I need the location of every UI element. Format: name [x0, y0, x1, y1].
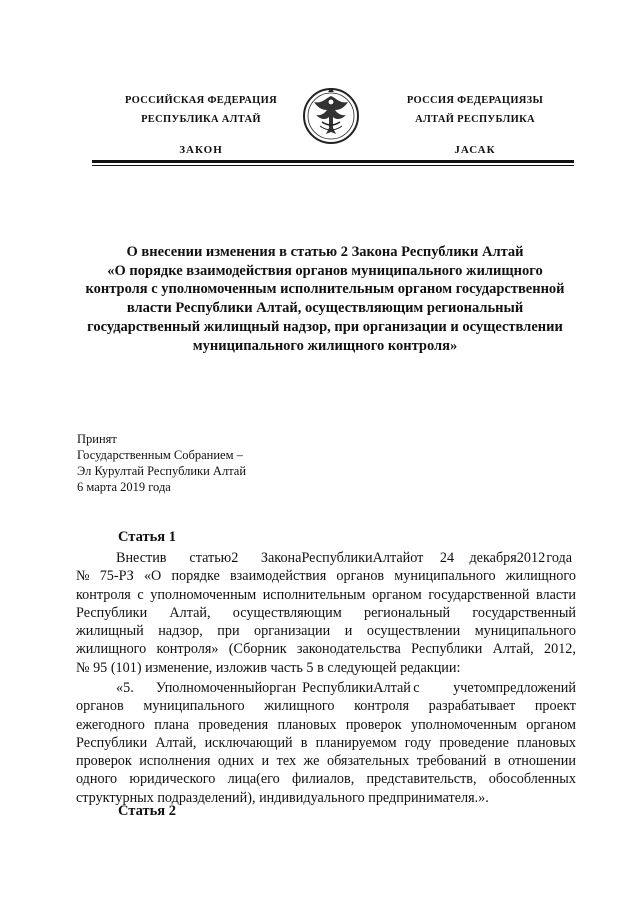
word: представительств, [366, 771, 477, 788]
word: в [493, 753, 501, 770]
word: контроля [76, 586, 131, 603]
paragraph-line [76, 716, 576, 734]
word: муниципального [474, 623, 576, 640]
word: Республики [411, 641, 483, 658]
word: организации [254, 623, 331, 640]
word: № [76, 568, 90, 585]
word: проверок [76, 753, 132, 770]
word: муниципального [143, 698, 245, 715]
word: от [410, 550, 424, 566]
word: жилищного [76, 641, 147, 658]
header-left-block [106, 91, 296, 160]
word: с [413, 680, 420, 696]
title-line: муниципального жилищного контроля» [192, 337, 458, 354]
word: власти [536, 586, 576, 603]
word: органом [372, 586, 422, 603]
word: Республики [302, 680, 374, 696]
word: при [217, 623, 240, 640]
adoption-line: Государственным Собранием – [77, 448, 243, 462]
word: предложений [495, 680, 576, 696]
paragraph-line-text [116, 679, 576, 697]
word: проведение [439, 734, 509, 751]
header-right-block [375, 91, 575, 160]
word: осуществляющим [232, 604, 342, 621]
header-divider-thin [92, 165, 574, 166]
word: Алтай, [169, 604, 211, 621]
word: проведения [198, 716, 269, 733]
header-right-country: РОССИЯ ФЕДЕРАЦИЯЗЫ [406, 95, 544, 106]
word: ежегодного [76, 716, 145, 733]
word: орган [262, 680, 297, 696]
header-right-republic: АЛТАЙ РЕСПУБЛИКА [415, 114, 535, 125]
paragraph-line: структурных подразделений), индивидуального предпринимателя.». [76, 789, 489, 806]
word: в [300, 734, 308, 751]
adoption-line: Принят [77, 432, 117, 446]
word: тех [276, 753, 297, 770]
coat-of-arms-emblem-icon [300, 82, 362, 148]
word: «О [143, 568, 162, 585]
word: и [261, 753, 270, 770]
header-left-doc-type: ЗАКОН [179, 144, 223, 156]
word: взаимодействия [229, 568, 327, 585]
word: региональный [363, 604, 451, 621]
header-left-country: РОССИЙСКАЯ ФЕДЕРАЦИЯ [125, 95, 277, 106]
paragraph-line [76, 604, 576, 622]
word: надзор, [158, 623, 203, 640]
word: исполнительным [262, 586, 366, 603]
paragraph-line [76, 567, 576, 585]
word: проверок [345, 716, 402, 733]
word: года [546, 550, 573, 566]
title-line: «О порядке взаимодействия органов муниципального жилищного [107, 262, 543, 279]
word: жилищного [264, 698, 335, 715]
word: году [404, 734, 432, 751]
word: порядке [171, 568, 220, 585]
word: Республики [301, 550, 373, 566]
word: (Сборник [228, 641, 287, 658]
word: требований [416, 753, 487, 770]
word: обособленных [488, 771, 576, 788]
word: «5. [116, 680, 134, 696]
word: учетом [453, 680, 496, 696]
word: плановых [277, 716, 337, 733]
paragraph-line [76, 697, 576, 715]
header-divider-thick [92, 160, 574, 163]
article-2-heading: Статья 2 [118, 803, 176, 819]
word: органом [526, 716, 576, 733]
word: одного [76, 771, 118, 788]
word: исполнения [139, 753, 211, 770]
header-left-republic: РЕСПУБЛИКА АЛТАЙ [141, 114, 261, 125]
word: проект [534, 698, 576, 715]
word: Республики [76, 604, 148, 621]
title-line: контроля с уполномоченным исполнительным органом государственной [85, 281, 565, 298]
word: Алтай [372, 550, 411, 566]
word: статью [189, 550, 232, 566]
word: лица(его [227, 771, 280, 788]
word: муниципального [394, 568, 496, 585]
word: в [159, 550, 167, 566]
title-line: государственный жилищный надзор, при организации и осуществлении [87, 318, 563, 335]
paragraph-line [76, 640, 576, 658]
paragraph-line [76, 586, 576, 604]
word: и [344, 623, 353, 640]
word: обязательных [326, 753, 410, 770]
title-line: О внесении изменения в статью 2 Закона Республики Алтай [126, 244, 524, 260]
word: контроля» [156, 641, 219, 658]
word: контроля [354, 698, 409, 715]
word: плановых [517, 734, 576, 751]
paragraph-line-text [116, 549, 576, 567]
word: 24 [439, 550, 455, 566]
word: с [137, 586, 144, 603]
word: уполномоченным [150, 586, 257, 603]
paragraph-line: № 95 (101) изменение, изложив часть 5 в следующей редакции: [76, 659, 461, 676]
word: государственный [472, 604, 576, 621]
article-1-heading: Статья 1 [118, 529, 176, 545]
article-1-paragraph-1 [76, 549, 576, 677]
word: 75-РЗ [99, 568, 134, 585]
word: Закона [260, 550, 302, 566]
paragraph-line [76, 734, 576, 752]
adoption-block [77, 431, 246, 495]
word: отношении [508, 753, 576, 770]
word: Внести [116, 550, 160, 566]
word: Алтай [373, 680, 411, 696]
adoption-line: Эл Курултай Республики Алтай [77, 464, 247, 478]
word: уполномоченным [410, 716, 517, 733]
word: Уполномоченный [155, 680, 263, 696]
word: органов [336, 568, 385, 585]
word: Алтай, [155, 734, 197, 751]
article-1-paragraph-2 [76, 679, 576, 807]
word: филиалов, [291, 771, 355, 788]
paragraph-line [76, 622, 576, 640]
title-line: власти Республики Алтай, осуществляющим региональный [126, 300, 524, 317]
word: жилищного [505, 568, 576, 585]
word: исключающий [204, 734, 293, 751]
word: Алтай, [492, 641, 534, 658]
word: разрабатывает [428, 698, 516, 715]
word: органов [76, 698, 124, 715]
header-right-doc-type: JАСАК [454, 144, 496, 156]
word: плана [154, 716, 190, 733]
word: декабря [469, 550, 517, 566]
adoption-date: 6 марта 2019 года [77, 480, 171, 494]
law-title [72, 243, 578, 355]
paragraph-line [76, 752, 576, 770]
paragraph-line [76, 679, 576, 697]
word: жилищный [76, 623, 144, 640]
word: одних [217, 753, 255, 770]
word: 2012 [516, 550, 546, 566]
paragraph-line [76, 770, 576, 788]
word: осуществлении [366, 623, 461, 640]
word: 2 [231, 550, 239, 566]
word: же [303, 753, 320, 770]
word: законодательства [296, 641, 401, 658]
word: Республики [76, 734, 148, 751]
word: планируемом [315, 734, 397, 751]
word: юридического [129, 771, 216, 788]
paragraph-line [76, 549, 576, 567]
word: государственной [428, 586, 530, 603]
word: 2012, [544, 641, 576, 658]
